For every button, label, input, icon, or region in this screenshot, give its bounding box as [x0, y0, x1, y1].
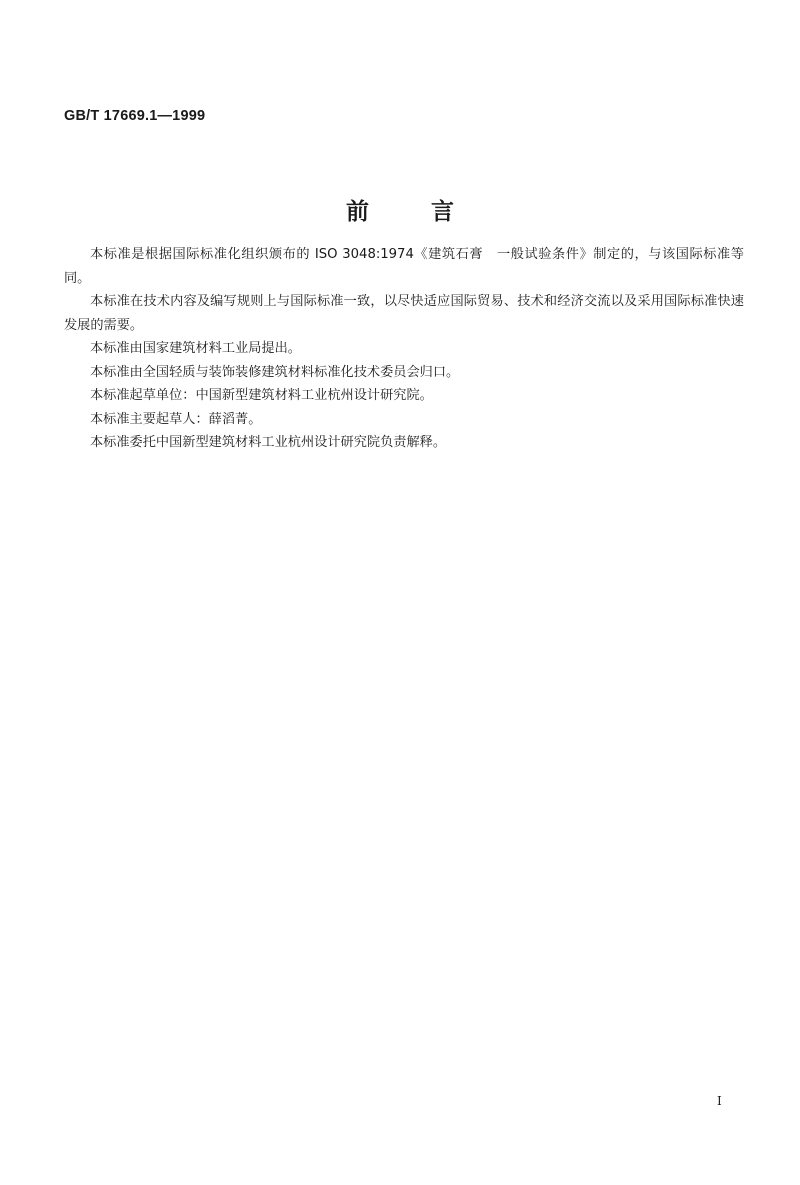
paragraph: 本标准主要起草人：薛滔菁。	[90, 411, 262, 427]
paragraph: 本标准由全国轻质与装饰装修建筑材料标准化技术委员会归口。	[90, 364, 460, 380]
foreword-body	[64, 243, 744, 455]
paragraph: 本标准在技术内容及编写规则上与国际标准一致，以尽快适应国际贸易、技术和经济交流以及采用国际标准快速发展的需要。	[64, 294, 744, 333]
page-number: I	[717, 1094, 722, 1108]
page-title: 前言	[346, 199, 516, 225]
paragraph: 本标准是根据国际标准化组织颁布的 ISO 3048:1974《建筑石膏 一般试验条件》制定的，与该国际标准等同。	[64, 247, 744, 286]
paragraph: 本标准由国家建筑材料工业局提出。	[90, 341, 301, 356]
paragraph: 本标准起草单位：中国新型建筑材料工业杭州设计研究院。	[90, 388, 433, 403]
standard-number: GB/T 17669.1—1999	[64, 108, 206, 124]
paragraph: 本标准委托中国新型建筑材料工业杭州设计研究院负责解释。	[90, 435, 447, 450]
